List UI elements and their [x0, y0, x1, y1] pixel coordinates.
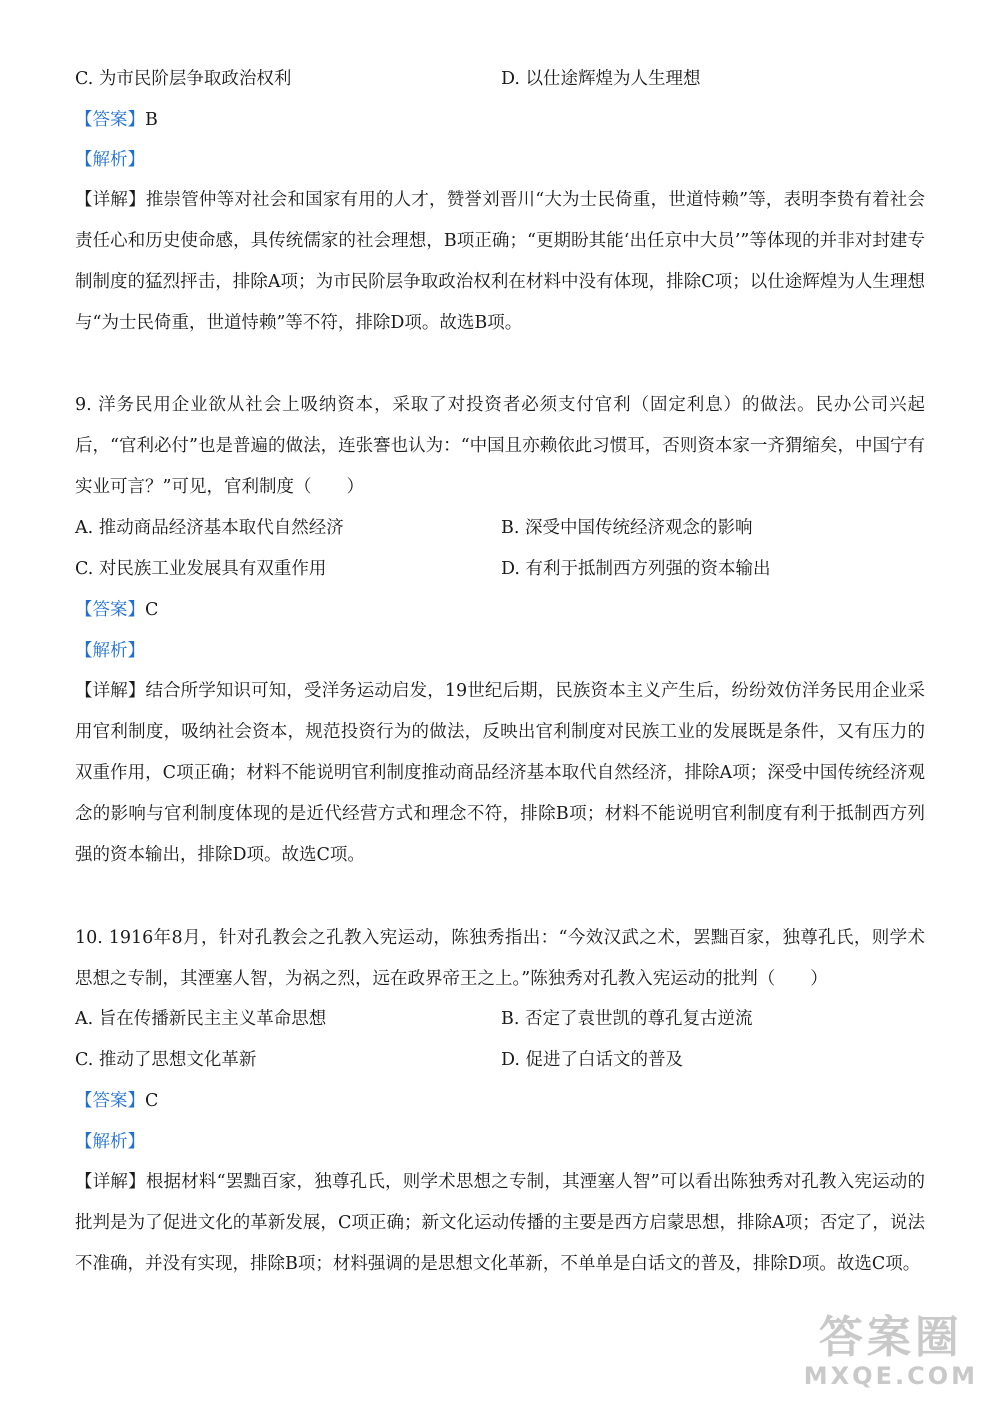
- q8-analysis-tag: 【解析】: [75, 150, 145, 170]
- q9-option-d: D. 有利于抵制西方列强的资本输出: [501, 559, 771, 579]
- detail-tag: 【详解】: [75, 681, 146, 701]
- watermark-logo: 答案圈: [818, 1312, 963, 1363]
- site-watermark: [804, 1314, 978, 1390]
- detail-text: 推崇管仲等对社会和国家有用的人才，赞誉刘晋川“大为士民倚重，世道恃赖”等，表明李贽有着社会责任心和历史使命感，具传统儒家的社会理想，B项正确；“更期盼其能‘出任京中大员’”等体现的并非对封建专制制度的猛烈抨击，排除A项；为市民阶层争取政治权利在材料中没有体现，排除C项；以仕途辉煌为人生理想与“为士民倚重，世道恃赖”等不符，排除D项。故选B项。: [75, 190, 926, 333]
- q10-answer: [75, 1091, 158, 1111]
- detail-text: 结合所学知识可知，受洋务运动启发，19世纪后期，民族资本主义产生后，纷纷效仿洋务民用企业采用官利制度，吸纳社会资本，规范投资行为的做法，反映出官利制度对民族工业的发展既是条件，又有压力的双重作用，C项正确；材料不能说明官利制度推动商品经济基本取代自然经济，排除A项；深受中国传统经济观念的影响与官利制度体现的是近代经营方式和理念不符，排除B项；材料不能说明官利制度有利于抵制西方列强的资本输出，排除D项。故选C项。: [75, 681, 926, 865]
- answer-value: C: [145, 1091, 159, 1111]
- answer-tag: 【答案】: [75, 600, 145, 620]
- detail-text: 根据材料“罢黜百家，独尊孔氏，则学术思想之专制，其湮塞人智”可以看出陈独秀对孔教入宪运动的批判是为了促进文化的革新发展，C项正确；新文化运动传播的主要是西方启蒙思想，排除A项；否定了，说法不准确，并没有实现，排除B项；材料强调的是思想文化革新，不单单是白话文的普及，排除D项。故选C项。: [75, 1172, 926, 1274]
- detail-tag: 【详解】: [75, 1172, 146, 1192]
- answer-value: C: [145, 600, 159, 620]
- q8-option-d: D. 以仕途辉煌为人生理想: [501, 69, 701, 89]
- q9-option-c: C. 对民族工业发展具有双重作用: [75, 559, 327, 579]
- q8-option-c: C. 为市民阶层争取政治权利: [75, 69, 292, 89]
- answer-tag: 【答案】: [75, 1091, 145, 1111]
- q10-detail: [75, 1162, 925, 1285]
- q10-option-a: A. 旨在传播新民主主义革命思想: [75, 1009, 327, 1029]
- q10-option-d: D. 促进了白话文的普及: [501, 1050, 684, 1070]
- answer-value: B: [145, 110, 158, 130]
- answer-tag: 【答案】: [75, 110, 145, 130]
- q9-option-b: B. 深受中国传统经济观念的影响: [501, 518, 753, 538]
- q10-analysis-tag: 【解析】: [75, 1132, 145, 1152]
- q8-answer: [75, 110, 158, 130]
- q8-detail: [75, 180, 925, 344]
- q10-option-c: C. 推动了思想文化革新: [75, 1050, 257, 1070]
- q9-analysis-tag: 【解析】: [75, 641, 145, 661]
- detail-tag: 【详解】: [75, 190, 146, 210]
- q9-option-a: A. 推动商品经济基本取代自然经济: [75, 518, 344, 538]
- q9-stem: 9. 洋务民用企业欲从社会上吸纳资本，采取了对投资者必须支付官利（固定利息）的做法。民办公司兴起后，“官利必付”也是普遍的做法，连张謇也认为：“中国且亦赖依此习惯耳，否则资本家一齐猬缩矣，中国宁有实业可言？”可见，官利制度（ ）: [75, 395, 925, 497]
- q10-option-b: B. 否定了袁世凯的尊孔复古逆流: [501, 1009, 753, 1029]
- q9-answer: [75, 600, 158, 620]
- q9-detail: [75, 671, 925, 876]
- watermark-url: MXQE.COM: [803, 1362, 978, 1390]
- q10-stem: 10. 1916年8月，针对孔教会之孔教入宪运动，陈独秀指出：“今效汉武之术，罢黜百家，独尊孔氏，则学术思想之专制，其湮塞人智，为祸之烈，远在政界帝王之上。”陈独秀对孔教入宪运动的批判（ ）: [75, 928, 925, 989]
